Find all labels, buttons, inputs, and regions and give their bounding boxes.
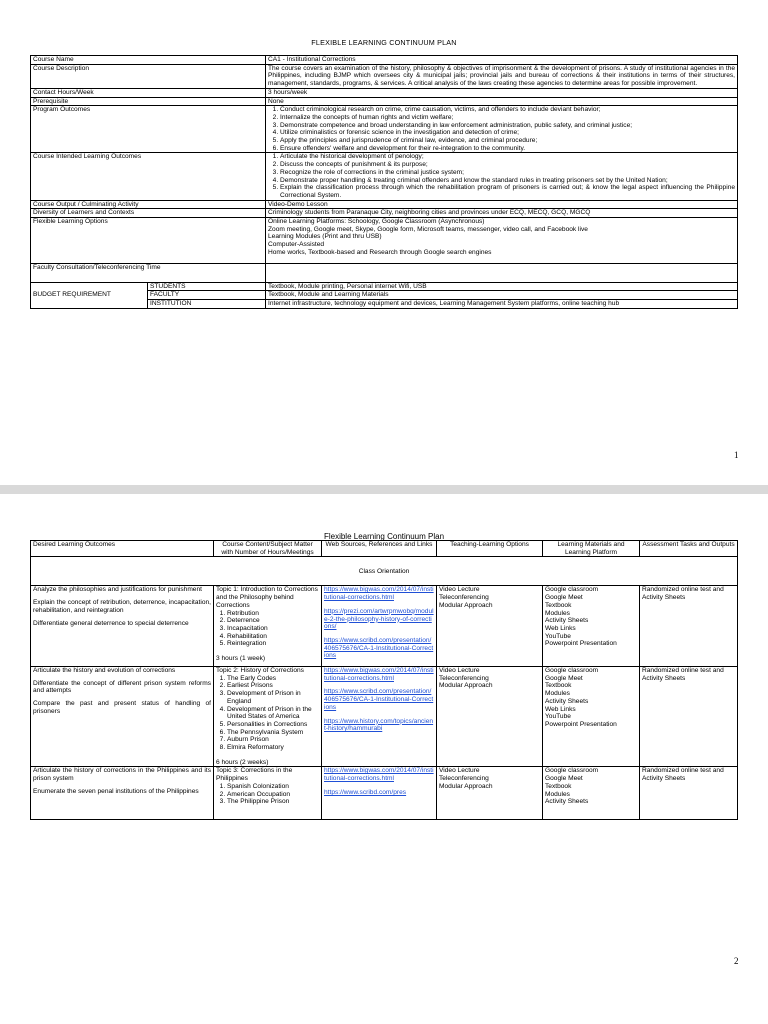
outcomes-cell: [31, 586, 214, 667]
topic-title: Topic 1: Introduction to Corrections and the Philosophy behind Corrections: [216, 586, 318, 609]
topic-hours: 3 hours (1 week): [216, 655, 266, 663]
options-cell: [437, 767, 543, 820]
row-program-outcomes: [31, 106, 738, 153]
program-outcome: 2. Internalize the concepts of human rights and victim welfare;: [280, 114, 735, 122]
cilo-item: 5. Explain the classification process through which the rehabilitation program of prisoners is carried out; & know the legal aspect influencing the Philippine Correctional System.: [280, 184, 735, 199]
row-course-name: [31, 56, 738, 65]
flex-option: Computer-Assisted: [268, 241, 325, 249]
header-outcomes: Desired Learning Outcomes: [31, 541, 214, 557]
page-1: [0, 0, 768, 485]
course-name-label: Course Name: [31, 56, 266, 65]
table-row: [31, 667, 738, 767]
program-outcome: 1. Conduct criminological research on crime, crime causation, victims, and offenders to include deviant behavior;: [280, 106, 735, 114]
header-content: Course Content/Subject Matter with Number of Hours/Meetings: [214, 541, 322, 557]
material-item: YouTube: [545, 632, 571, 640]
budget-who: FACULTY: [148, 291, 266, 300]
material-item: Activity Sheets: [545, 798, 589, 806]
program-outcome: 6. Ensure offenders' welfare and development for their re-integration to the community.: [280, 145, 735, 153]
material-item: Activity Sheets: [545, 617, 589, 625]
topic-item: 6. The Pennsylvania System: [227, 729, 319, 737]
materials-cell: [543, 767, 640, 820]
table-row: [31, 767, 738, 820]
cilo-item: 3. Recognize the role of corrections in the criminal justice system;: [280, 169, 735, 177]
topic-title: Topic 2: History of Corrections: [216, 667, 304, 675]
row-faculty-consultation: [31, 263, 738, 282]
orientation-row: [31, 557, 738, 586]
sources-cell: [322, 767, 437, 820]
outcome-text: Articulate the history and evolution of corrections: [33, 667, 176, 675]
topic-item: 1. Retribution: [227, 610, 319, 618]
header-options: Teaching-Learning Options: [437, 541, 543, 557]
material-item: YouTube: [545, 713, 571, 721]
cilo-item: 4. Demonstrate proper handling & treating criminal offenders and know the standard rules in treating prisoners set by the United Nation;: [280, 177, 735, 185]
budget-what: Internet infrastructure, technology equipment and devices, Learning Management System platforms, online teaching hub: [266, 299, 738, 308]
prerequisite-label: Prerequisite: [31, 97, 266, 106]
program-outcomes-label: Program Outcomes: [31, 106, 266, 153]
sources-cell: [322, 667, 437, 767]
row-course-description: [31, 64, 738, 88]
material-item: Activity Sheets: [545, 697, 589, 705]
material-item: Powerpoint Presentation: [545, 640, 617, 648]
web-link[interactable]: https://www.bigwas.com/2014/07/institutional-corrections.html: [324, 667, 434, 682]
material-item: Web Links: [545, 624, 576, 632]
outcome-text: Differentiate the concept of different prison system reforms and attempts: [33, 679, 211, 695]
budget-what: Textbook, Module printing, Personal internet Wifi, USB: [266, 282, 738, 291]
web-link[interactable]: https://www.scribd.com/presentation/406575676/CA-1-Institutional-Corrections: [324, 636, 434, 660]
cilo-value: [266, 153, 738, 200]
material-item: Google classroom: [545, 767, 599, 775]
topic-item: 5. Reintegration: [227, 640, 319, 648]
header-sources: Web Sources, References and Links: [322, 541, 437, 557]
option-item: Modular Approach: [439, 782, 493, 790]
material-item: Modules: [545, 609, 570, 617]
web-link[interactable]: https://www.bigwas.com/2014/07/institutional-corrections.html: [324, 767, 434, 783]
material-item: Modules: [545, 690, 570, 698]
page-number: 2: [734, 956, 739, 966]
flexible-options-label: Flexible Learning Options: [31, 218, 266, 264]
budget-requirement-label: BUDGET REQUIREMENT: [31, 282, 148, 308]
outcome-text: Articulate the history of corrections in the Philippines and its prison system: [33, 767, 211, 783]
outcomes-cell: [31, 667, 214, 767]
learning-plan-table: [30, 540, 738, 820]
row-flexible-options: [31, 218, 738, 264]
topic-item: 7. Auburn Prison: [227, 736, 319, 744]
budget-who: INSTITUTION: [148, 299, 266, 308]
topic-item: 3. Development of Prison in England: [227, 690, 319, 705]
row-cilo: [31, 153, 738, 200]
program-outcomes-value: [266, 106, 738, 153]
contact-hours-label: Contact Hours/Week: [31, 88, 266, 97]
material-item: Web Links: [545, 705, 576, 713]
row-course-output: [31, 200, 738, 209]
outcome-text: Analyze the philosophies and justifications for punishment: [33, 586, 202, 594]
diversity-label: Diversity of Learners and Contexts: [31, 209, 266, 218]
cilo-item: 2. Discuss the concepts of punishment & its purpose;: [280, 161, 735, 169]
material-item: Modules: [545, 790, 570, 798]
flex-option: Zoom meeting, Google meet, Skype, Google form, Microsoft teams, messenger, video call, and Facebook live: [268, 225, 588, 233]
cilo-item: 1. Articulate the historical development of penology;: [280, 153, 735, 161]
outcome-text: Enumerate the seven penal institutions of the Philippines: [33, 787, 199, 795]
class-orientation: Class Orientation: [31, 557, 738, 586]
material-item: Google Meet: [545, 775, 583, 783]
header-materials: Learning Materials and Learning Platform: [543, 541, 640, 557]
web-link[interactable]: https://www.history.com/topics/ancient-history/hammurabi: [324, 717, 434, 733]
options-cell: [437, 586, 543, 667]
row-diversity: [31, 209, 738, 218]
outcome-text: Differentiate general deterrence to special deterrence: [33, 619, 189, 627]
topic-item: 2. Earliest Prisons: [227, 682, 319, 690]
topic-item: 1. The Early Codes: [227, 675, 319, 683]
diversity-value: Criminology students from Paranaque City, neighboring cities and provinces under ECQ, MECQ, GCQ, MGCQ: [266, 209, 738, 218]
option-item: Video Lecture: [439, 767, 480, 775]
outcome-text: Explain the concept of retribution, deterrence, incapacitation, rehabilitation, and reintegration: [33, 599, 211, 614]
material-item: Textbook: [545, 601, 572, 609]
flex-option: Learning Modules (Print and thru USB): [268, 233, 382, 241]
option-item: Video Lecture: [439, 586, 480, 594]
options-cell: [437, 667, 543, 767]
material-item: Google classroom: [545, 667, 599, 675]
program-outcome: 3. Demonstrate competence and broad understanding in law enforcement administration, public safety, and criminal justice;: [280, 122, 735, 130]
program-outcome: 5. Apply the principles and jurisprudence of criminal law, evidence, and criminal procedure;: [280, 137, 735, 145]
page-number: 1: [734, 450, 739, 460]
course-description-label: Course Description: [31, 64, 266, 88]
budget-who: STUDENTS: [148, 282, 266, 291]
topic-item: 2. Deterrence: [227, 617, 319, 625]
faculty-consultation-label: Faculty Consultation/Teleconferencing Time: [31, 263, 266, 282]
cilo-label: Course Intended Learning Outcomes: [31, 153, 266, 200]
page-title: FLEXIBLE LEARNING CONTINUUM PLAN: [311, 38, 457, 47]
materials-cell: [543, 586, 640, 667]
web-link[interactable]: https://www.scribd.com/pres: [324, 788, 407, 796]
option-item: Teleconferencing: [439, 775, 489, 783]
course-info-table: [30, 55, 738, 309]
course-output-label: Course Output / Culminating Activity: [31, 200, 266, 209]
table-header-row: [31, 541, 738, 557]
row-prerequisite: [31, 97, 738, 106]
prerequisite-value: None: [266, 97, 738, 106]
page-2: [0, 494, 768, 1024]
outcome-text: Compare the past and present status of handling of prisoners: [33, 700, 211, 715]
row-contact-hours: [31, 88, 738, 97]
topic-hours: 6 hours (2 weeks): [216, 758, 269, 766]
program-outcome: 4. Utilize criminalistics or forensic science in the investigation and detection of crime;: [280, 129, 735, 137]
contact-hours-value: 3 hours/week: [266, 88, 738, 97]
course-output-value: Video-Demo Lesson: [266, 200, 738, 209]
material-item: Google Meet: [545, 594, 583, 602]
row-budget-students: [31, 282, 738, 291]
flexible-options-value: [266, 218, 738, 264]
page-title: Flexible Learning Continuum Plan: [323, 532, 445, 541]
topic-item: 3. Incapacitation: [227, 625, 319, 633]
web-link[interactable]: https://prezi.com/artwrpmwobq/module-2-the-philosophy-history-of-corrections/: [324, 607, 434, 631]
material-item: Textbook: [545, 682, 572, 690]
material-item: Google Meet: [545, 674, 583, 682]
option-item: Video Lecture: [439, 667, 480, 675]
topic-item: 4. Development of Prison in the United States of America: [227, 706, 319, 721]
header-assessment: Assessment Tasks and Outputs: [640, 541, 738, 557]
flex-option: Home works, Textbook-based and Research through Google search engines: [268, 248, 492, 256]
material-item: Textbook: [545, 782, 572, 790]
flex-option: Online Learning Platforms: Schoology, Google Classroom (Asynchronous): [268, 218, 485, 226]
faculty-consultation-value: [266, 263, 738, 282]
assessment-cell: Randomized online test and Activity Sheets: [640, 586, 738, 667]
option-item: Teleconferencing: [439, 674, 489, 682]
option-item: Modular Approach: [439, 601, 493, 609]
content-cell: [214, 667, 322, 767]
web-link[interactable]: https://www.bigwas.com/2014/07/institutional-corrections.html: [324, 586, 434, 602]
topic-item: 5. Personalities in Corrections: [227, 721, 319, 729]
content-cell: [214, 767, 322, 820]
topic-item: 4. Rehabilitation: [227, 633, 319, 641]
topic-item: 8. Elmira Reformatory: [227, 744, 319, 752]
outcomes-cell: [31, 767, 214, 820]
topic-title: Topic 3: Corrections in the Philippines: [216, 767, 293, 783]
option-item: Modular Approach: [439, 682, 493, 690]
topic-item: 3. The Philippine Prison: [227, 798, 319, 806]
materials-cell: [543, 667, 640, 767]
course-name-value: CA1 - Institutional Corrections: [266, 56, 738, 65]
content-cell: [214, 586, 322, 667]
course-description-value: The course covers an examination of the history, philosophy & objectives of imprisonment & the development of prisons. A study of institutional agencies in the Philippines, including BJMP which oversees city & municipal jails; provincial jails and bureau of corrections & their institutions in terms of their structures, management, standards, programs, & services. A critical analysis of the laws creating these agencies to determine areas for possible improvement.: [266, 64, 738, 88]
assessment-cell: Randomized online test and Activity Sheets: [640, 767, 738, 820]
table-row: [31, 586, 738, 667]
material-item: Google classroom: [545, 586, 599, 594]
budget-what: Textbook, Module and Learning Materials: [266, 291, 738, 300]
material-item: Powerpoint Presentation: [545, 720, 617, 728]
topic-item: 1. Spanish Colonization: [227, 783, 319, 791]
topic-item: 2. American Occupation: [227, 791, 319, 799]
option-item: Teleconferencing: [439, 594, 489, 602]
web-link[interactable]: https://www.scribd.com/presentation/406575676/CA-1-Institutional-Corrections: [324, 688, 434, 711]
assessment-cell: Randomized online test and Activity Sheets: [640, 667, 738, 767]
sources-cell: [322, 586, 437, 667]
